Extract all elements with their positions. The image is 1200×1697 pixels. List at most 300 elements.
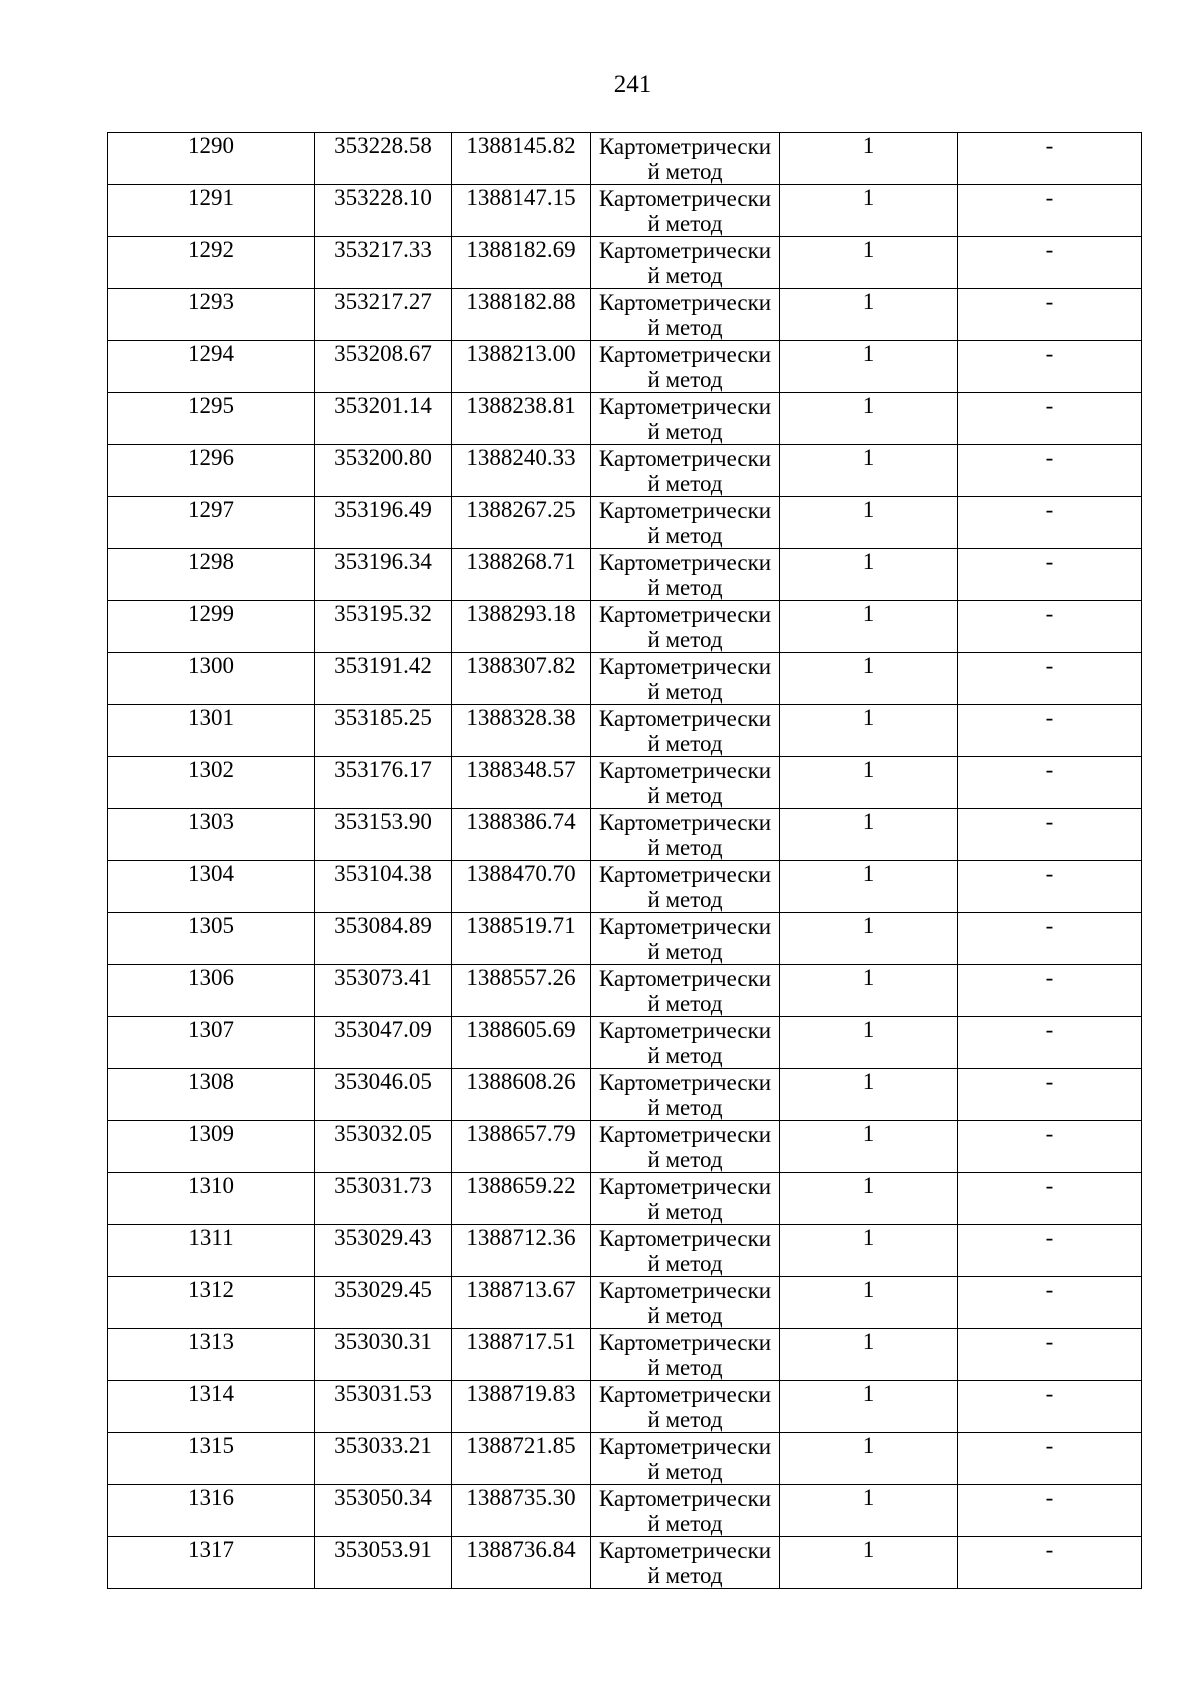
table-row: [108, 393, 1142, 445]
note-cell-text: -: [1045, 965, 1054, 990]
note-cell-text: -: [1045, 601, 1054, 626]
precision-cell-text: 1: [862, 757, 875, 782]
x-coordinate-cell: [315, 1277, 452, 1329]
y-coordinate-cell: [452, 549, 591, 601]
table-row: [108, 237, 1142, 289]
x-coordinate-cell-text: 353033.21: [334, 1433, 432, 1458]
note-cell-text: -: [1045, 185, 1054, 210]
method-cell-text: Картометрически й метод: [598, 290, 772, 340]
precision-cell-text: 1: [862, 549, 875, 574]
precision-cell-text: 1: [862, 913, 875, 938]
point-number-cell-text: 1294: [188, 341, 234, 366]
note-cell-text: -: [1045, 653, 1054, 678]
x-coordinate-cell: [315, 1173, 452, 1225]
method-cell-text: Картометрически й метод: [598, 186, 772, 236]
method-cell: [591, 1381, 780, 1433]
method-cell-text: Картометрически й метод: [598, 498, 772, 548]
precision-cell: [780, 1121, 958, 1173]
table-row: [108, 1381, 1142, 1433]
x-coordinate-cell: [315, 289, 452, 341]
point-number-cell: [108, 601, 315, 653]
precision-cell-text: 1: [862, 601, 875, 626]
precision-cell: [780, 445, 958, 497]
x-coordinate-cell-text: 353153.90: [334, 809, 432, 834]
y-coordinate-cell-text: 1388268.71: [466, 549, 576, 574]
method-cell: [591, 601, 780, 653]
precision-cell: [780, 289, 958, 341]
note-cell: [958, 1329, 1142, 1381]
point-number-cell-text: 1307: [188, 1017, 234, 1042]
x-coordinate-cell-text: 353029.43: [334, 1225, 432, 1250]
x-coordinate-cell-text: 353031.53: [334, 1381, 432, 1406]
precision-cell-text: 1: [862, 341, 875, 366]
note-cell: [958, 393, 1142, 445]
precision-cell: [780, 653, 958, 705]
y-coordinate-cell: [452, 445, 591, 497]
y-coordinate-cell: [452, 809, 591, 861]
x-coordinate-cell-text: 353228.58: [334, 133, 432, 158]
y-coordinate-cell: [452, 1121, 591, 1173]
method-cell: [591, 341, 780, 393]
point-number-cell: [108, 133, 315, 185]
point-number-cell: [108, 1485, 315, 1537]
x-coordinate-cell: [315, 1329, 452, 1381]
point-number-cell: [108, 1329, 315, 1381]
method-cell: [591, 393, 780, 445]
point-number-cell-text: 1306: [188, 965, 234, 990]
method-cell-text: Картометрически й метод: [598, 394, 772, 444]
point-number-cell-text: 1302: [188, 757, 234, 782]
method-cell: [591, 1329, 780, 1381]
point-number-cell-text: 1304: [188, 861, 234, 886]
y-coordinate-cell: [452, 1537, 591, 1589]
table-row: [108, 809, 1142, 861]
method-cell: [591, 913, 780, 965]
method-cell-text: Картометрически й метод: [598, 1018, 772, 1068]
point-number-cell: [108, 1121, 315, 1173]
precision-cell: [780, 965, 958, 1017]
x-coordinate-cell: [315, 1537, 452, 1589]
x-coordinate-cell-text: 353050.34: [334, 1485, 432, 1510]
point-number-cell: [108, 237, 315, 289]
method-cell-text: Картометрически й метод: [598, 654, 772, 704]
note-cell: [958, 1069, 1142, 1121]
method-cell-text: Картометрически й метод: [598, 238, 772, 288]
note-cell-text: -: [1045, 341, 1054, 366]
precision-cell: [780, 1537, 958, 1589]
method-cell: [591, 1173, 780, 1225]
y-coordinate-cell-text: 1388145.82: [466, 133, 576, 158]
method-cell: [591, 809, 780, 861]
x-coordinate-cell-text: 353196.49: [334, 497, 432, 522]
method-cell-text: Картометрически й метод: [598, 810, 772, 860]
point-number-cell-text: 1292: [188, 237, 234, 262]
y-coordinate-cell: [452, 497, 591, 549]
note-cell: [958, 1121, 1142, 1173]
x-coordinate-cell-text: 353228.10: [334, 185, 432, 210]
x-coordinate-cell: [315, 185, 452, 237]
note-cell: [958, 1537, 1142, 1589]
precision-cell: [780, 1381, 958, 1433]
y-coordinate-cell-text: 1388713.67: [466, 1277, 576, 1302]
method-cell-text: Картометрически й метод: [598, 1174, 772, 1224]
precision-cell: [780, 341, 958, 393]
y-coordinate-cell: [452, 185, 591, 237]
y-coordinate-cell-text: 1388736.84: [466, 1537, 576, 1562]
x-coordinate-cell: [315, 445, 452, 497]
y-coordinate-cell: [452, 913, 591, 965]
table-row: [108, 965, 1142, 1017]
method-cell-text: Картометрически й метод: [598, 446, 772, 496]
x-coordinate-cell: [315, 237, 452, 289]
point-number-cell-text: 1313: [188, 1329, 234, 1354]
y-coordinate-cell: [452, 1225, 591, 1277]
table-row: [108, 913, 1142, 965]
method-cell-text: Картометрически й метод: [598, 1434, 772, 1484]
y-coordinate-cell-text: 1388328.38: [466, 705, 576, 730]
precision-cell-text: 1: [862, 1173, 875, 1198]
note-cell-text: -: [1045, 1433, 1054, 1458]
point-number-cell-text: 1308: [188, 1069, 234, 1094]
precision-cell-text: 1: [862, 497, 875, 522]
method-cell: [591, 757, 780, 809]
note-cell-text: -: [1045, 1173, 1054, 1198]
point-number-cell: [108, 1173, 315, 1225]
x-coordinate-cell: [315, 341, 452, 393]
point-number-cell: [108, 1017, 315, 1069]
point-number-cell-text: 1315: [188, 1433, 234, 1458]
note-cell-text: -: [1045, 1485, 1054, 1510]
method-cell: [591, 1121, 780, 1173]
note-cell: [958, 601, 1142, 653]
table-row: [108, 1485, 1142, 1537]
x-coordinate-cell-text: 353084.89: [334, 913, 432, 938]
y-coordinate-cell-text: 1388735.30: [466, 1485, 576, 1510]
precision-cell: [780, 237, 958, 289]
precision-cell-text: 1: [862, 1329, 875, 1354]
precision-cell-text: 1: [862, 1225, 875, 1250]
x-coordinate-cell-text: 353176.17: [334, 757, 432, 782]
x-coordinate-cell: [315, 1485, 452, 1537]
point-number-cell: [108, 341, 315, 393]
precision-cell-text: 1: [862, 1121, 875, 1146]
method-cell-text: Картометрически й метод: [598, 1382, 772, 1432]
method-cell-text: Картометрически й метод: [598, 1538, 772, 1588]
note-cell-text: -: [1045, 289, 1054, 314]
note-cell: [958, 1173, 1142, 1225]
point-number-cell-text: 1295: [188, 393, 234, 418]
table-row: [108, 133, 1142, 185]
x-coordinate-cell-text: 353217.33: [334, 237, 432, 262]
x-coordinate-cell: [315, 1381, 452, 1433]
method-cell: [591, 237, 780, 289]
table-row: [108, 653, 1142, 705]
method-cell: [591, 1225, 780, 1277]
method-cell: [591, 289, 780, 341]
note-cell-text: -: [1045, 1381, 1054, 1406]
point-number-cell: [108, 1277, 315, 1329]
note-cell: [958, 289, 1142, 341]
precision-cell-text: 1: [862, 133, 875, 158]
point-number-cell: [108, 1225, 315, 1277]
y-coordinate-cell-text: 1388717.51: [466, 1329, 576, 1354]
table-row: [108, 549, 1142, 601]
method-cell-text: Картометрически й метод: [598, 1226, 772, 1276]
precision-cell: [780, 1433, 958, 1485]
point-number-cell-text: 1303: [188, 809, 234, 834]
note-cell: [958, 1017, 1142, 1069]
point-number-cell: [108, 653, 315, 705]
page-number: 241: [613, 71, 652, 98]
x-coordinate-cell: [315, 133, 452, 185]
precision-cell: [780, 913, 958, 965]
method-cell-text: Картометрически й метод: [598, 342, 772, 392]
method-cell-text: Картометрически й метод: [598, 550, 772, 600]
note-cell: [958, 1277, 1142, 1329]
x-coordinate-cell-text: 353200.80: [334, 445, 432, 470]
note-cell: [958, 549, 1142, 601]
table-row: [108, 1225, 1142, 1277]
note-cell: [958, 1381, 1142, 1433]
x-coordinate-cell: [315, 653, 452, 705]
note-cell: [958, 185, 1142, 237]
point-number-cell: [108, 445, 315, 497]
y-coordinate-cell: [452, 237, 591, 289]
note-cell: [958, 341, 1142, 393]
note-cell-text: -: [1045, 1225, 1054, 1250]
point-number-cell-text: 1312: [188, 1277, 234, 1302]
coordinates-table-body: [108, 133, 1142, 1589]
precision-cell: [780, 497, 958, 549]
method-cell: [591, 185, 780, 237]
point-number-cell: [108, 549, 315, 601]
y-coordinate-cell-text: 1388348.57: [466, 757, 576, 782]
y-coordinate-cell-text: 1388267.25: [466, 497, 576, 522]
precision-cell-text: 1: [862, 1017, 875, 1042]
method-cell-text: Картометрически й метод: [598, 862, 772, 912]
y-coordinate-cell: [452, 393, 591, 445]
method-cell: [591, 1069, 780, 1121]
x-coordinate-cell: [315, 913, 452, 965]
table-row: [108, 601, 1142, 653]
point-number-cell: [108, 1069, 315, 1121]
y-coordinate-cell: [452, 1329, 591, 1381]
point-number-cell-text: 1297: [188, 497, 234, 522]
x-coordinate-cell: [315, 1017, 452, 1069]
table-row: [108, 185, 1142, 237]
point-number-cell: [108, 393, 315, 445]
x-coordinate-cell-text: 353104.38: [334, 861, 432, 886]
precision-cell: [780, 809, 958, 861]
method-cell: [591, 653, 780, 705]
table-row: [108, 861, 1142, 913]
table-row: [108, 1121, 1142, 1173]
precision-cell: [780, 861, 958, 913]
note-cell-text: -: [1045, 1277, 1054, 1302]
point-number-cell-text: 1301: [188, 705, 234, 730]
precision-cell-text: 1: [862, 237, 875, 262]
point-number-cell-text: 1311: [188, 1225, 234, 1250]
y-coordinate-cell-text: 1388213.00: [466, 341, 576, 366]
precision-cell: [780, 705, 958, 757]
x-coordinate-cell-text: 353191.42: [334, 653, 432, 678]
precision-cell: [780, 601, 958, 653]
precision-cell-text: 1: [862, 653, 875, 678]
x-coordinate-cell: [315, 1433, 452, 1485]
precision-cell-text: 1: [862, 445, 875, 470]
y-coordinate-cell-text: 1388712.36: [466, 1225, 576, 1250]
precision-cell: [780, 1173, 958, 1225]
note-cell-text: -: [1045, 1121, 1054, 1146]
y-coordinate-cell-text: 1388293.18: [466, 601, 576, 626]
point-number-cell-text: 1317: [188, 1537, 234, 1562]
method-cell-text: Картометрически й метод: [598, 1486, 772, 1536]
y-coordinate-cell: [452, 757, 591, 809]
method-cell-text: Картометрически й метод: [598, 1070, 772, 1120]
note-cell-text: -: [1045, 1329, 1054, 1354]
point-number-cell: [108, 1537, 315, 1589]
y-coordinate-cell: [452, 289, 591, 341]
x-coordinate-cell: [315, 1069, 452, 1121]
x-coordinate-cell-text: 353046.05: [334, 1069, 432, 1094]
note-cell: [958, 913, 1142, 965]
precision-cell-text: 1: [862, 1537, 875, 1562]
x-coordinate-cell-text: 353217.27: [334, 289, 432, 314]
x-coordinate-cell-text: 353053.91: [334, 1537, 432, 1562]
y-coordinate-cell-text: 1388182.69: [466, 237, 576, 262]
x-coordinate-cell-text: 353047.09: [334, 1017, 432, 1042]
y-coordinate-cell: [452, 965, 591, 1017]
method-cell: [591, 965, 780, 1017]
precision-cell: [780, 1485, 958, 1537]
point-number-cell: [108, 705, 315, 757]
note-cell-text: -: [1045, 809, 1054, 834]
precision-cell: [780, 757, 958, 809]
y-coordinate-cell: [452, 1069, 591, 1121]
method-cell: [591, 705, 780, 757]
note-cell: [958, 809, 1142, 861]
x-coordinate-cell: [315, 757, 452, 809]
precision-cell-text: 1: [862, 393, 875, 418]
x-coordinate-cell: [315, 393, 452, 445]
x-coordinate-cell-text: 353030.31: [334, 1329, 432, 1354]
point-number-cell-text: 1314: [188, 1381, 234, 1406]
method-cell-text: Картометрически й метод: [598, 1122, 772, 1172]
table-row: [108, 1017, 1142, 1069]
table-row: [108, 1433, 1142, 1485]
x-coordinate-cell-text: 353073.41: [334, 965, 432, 990]
x-coordinate-cell: [315, 549, 452, 601]
y-coordinate-cell: [452, 653, 591, 705]
note-cell-text: -: [1045, 393, 1054, 418]
x-coordinate-cell-text: 353195.32: [334, 601, 432, 626]
y-coordinate-cell: [452, 1485, 591, 1537]
y-coordinate-cell: [452, 1173, 591, 1225]
x-coordinate-cell: [315, 861, 452, 913]
table-row: [108, 1537, 1142, 1589]
note-cell: [958, 653, 1142, 705]
y-coordinate-cell: [452, 861, 591, 913]
note-cell: [958, 237, 1142, 289]
y-coordinate-cell-text: 1388182.88: [466, 289, 576, 314]
y-coordinate-cell-text: 1388659.22: [466, 1173, 576, 1198]
precision-cell-text: 1: [862, 289, 875, 314]
point-number-cell-text: 1296: [188, 445, 234, 470]
method-cell: [591, 445, 780, 497]
point-number-cell-text: 1310: [188, 1173, 234, 1198]
precision-cell: [780, 133, 958, 185]
precision-cell-text: 1: [862, 1069, 875, 1094]
point-number-cell: [108, 1381, 315, 1433]
method-cell-text: Картометрически й метод: [598, 706, 772, 756]
point-number-cell: [108, 757, 315, 809]
note-cell: [958, 1433, 1142, 1485]
y-coordinate-cell-text: 1388657.79: [466, 1121, 576, 1146]
point-number-cell-text: 1290: [188, 133, 234, 158]
note-cell: [958, 497, 1142, 549]
precision-cell-text: 1: [862, 1433, 875, 1458]
note-cell: [958, 445, 1142, 497]
point-number-cell: [108, 965, 315, 1017]
x-coordinate-cell-text: 353029.45: [334, 1277, 432, 1302]
y-coordinate-cell-text: 1388519.71: [466, 913, 576, 938]
y-coordinate-cell-text: 1388608.26: [466, 1069, 576, 1094]
point-number-cell-text: 1305: [188, 913, 234, 938]
y-coordinate-cell: [452, 1433, 591, 1485]
table-row: [108, 1329, 1142, 1381]
y-coordinate-cell-text: 1388386.74: [466, 809, 576, 834]
y-coordinate-cell: [452, 1381, 591, 1433]
note-cell-text: -: [1045, 705, 1054, 730]
precision-cell-text: 1: [862, 705, 875, 730]
point-number-cell: [108, 497, 315, 549]
precision-cell-text: 1: [862, 1485, 875, 1510]
method-cell-text: Картометрически й метод: [598, 914, 772, 964]
y-coordinate-cell: [452, 341, 591, 393]
point-number-cell-text: 1293: [188, 289, 234, 314]
note-cell-text: -: [1045, 549, 1054, 574]
y-coordinate-cell-text: 1388557.26: [466, 965, 576, 990]
x-coordinate-cell-text: 353201.14: [334, 393, 432, 418]
x-coordinate-cell-text: 353208.67: [334, 341, 432, 366]
table-row: [108, 289, 1142, 341]
precision-cell-text: 1: [862, 965, 875, 990]
note-cell-text: -: [1045, 1069, 1054, 1094]
method-cell: [591, 1017, 780, 1069]
note-cell: [958, 1225, 1142, 1277]
note-cell-text: -: [1045, 861, 1054, 886]
point-number-cell-text: 1309: [188, 1121, 234, 1146]
note-cell: [958, 1485, 1142, 1537]
point-number-cell: [108, 289, 315, 341]
y-coordinate-cell: [452, 705, 591, 757]
point-number-cell-text: 1316: [188, 1485, 234, 1510]
note-cell: [958, 705, 1142, 757]
y-coordinate-cell: [452, 133, 591, 185]
precision-cell: [780, 1017, 958, 1069]
method-cell: [591, 1277, 780, 1329]
x-coordinate-cell: [315, 965, 452, 1017]
method-cell-text: Картометрически й метод: [598, 1278, 772, 1328]
x-coordinate-cell: [315, 601, 452, 653]
x-coordinate-cell: [315, 809, 452, 861]
table-row: [108, 497, 1142, 549]
method-cell: [591, 497, 780, 549]
y-coordinate-cell: [452, 1277, 591, 1329]
note-cell-text: -: [1045, 133, 1054, 158]
note-cell-text: -: [1045, 497, 1054, 522]
x-coordinate-cell-text: 353185.25: [334, 705, 432, 730]
